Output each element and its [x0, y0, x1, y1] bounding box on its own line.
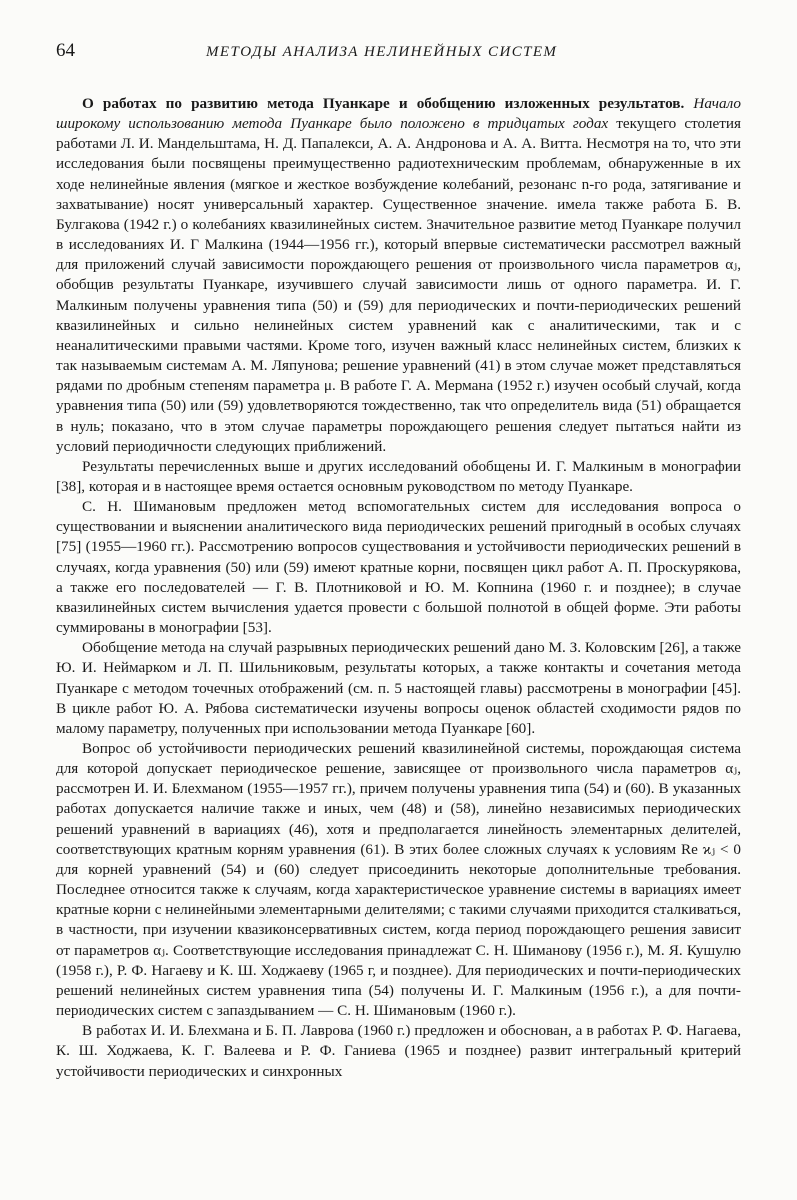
page-header: [56, 40, 741, 74]
paragraph: Вопрос об устойчивости периодических решений квазилинейной системы, порождающая система для которой допускает периодическое решение, зависящее от произвольного числа параметров αⱼ, рассмотрен И. И. Блехманом (1955—1957 гг.), причем получены уравнения типа (54) и (60). В указанных работах допускается наличие также и иных, чем (48) и (58), линейно независимых периодических решений уравнений в вариациях (46), хотя и предполагается линейность элементарных делителей, соответствующих кратным корням уравнения (61). В этих более сложных случаях к условиям Re ϰⱼ < 0 для корней уравнений (54) и (60) следует присоединить некоторые дополнительные требования. Последнее относится также к случаям, когда характеристическое уравнение системы в вариациях имеет кратные корни с нелинейными элементарными делителями; с такими случаями приходится сталкиваться, в частности, при изучении квазиконсервативных систем, когда период порождающего решения зависит от параметров αⱼ. Соответствующие исследования принадлежат С. Н. Шиманову (1956 г.), М. Я. Кушулю (1958 г.), Р. Ф. Нагаеву и К. Ш. Ходжаеву (1965 г, и позднее). Для периодических и почти-периодических решений нелинейных систем уравнения типа (54) получены И. Г. Малкиным (1956 г.), а для почти-периодических систем с запаздыванием — С. Н. Шимановым (1960 г.).: [56, 740, 741, 1020]
paragraph-text: текущего столетия работами Л. И. Мандельштама, Н. Д. Папалекси, А. А. Андронова и А. А. Витта. Несмотря на то, что эти исследования были посвящены преимущественно радиотехническим проблемам, обнаруженные в их ходе нелинейные явления (мягкое и жесткое возбуждение колебаний, резонанс n-го рода, затягивание и захватывание) носят универсальный характер. Существенное значение. имела также работа Б. В. Булгакова (1942 г.) о колебаниях квазилинейных систем. Значительное развитие метод Пуанкаре получил в исследованиях И. Г Малкина (1944—1956 гг.), который впервые систематически рассмотрел важный для приложений случай зависимости порождающего решения от произвольного числа параметров αⱼ, обобщив результаты Пуанкаре, изучившего случай зависимости лишь от одного параметра. И. Г. Малкиным получены уравнения типа (50) и (59) для периодических и почти-периодических решений квазилинейных и сильно нелинейных систем уравнений как с аналитическими, так и с неаналитическими правыми частями. Кроме того, изучен важный класс нелинейных систем, близких к так называемым системам А. М. Ляпунова; решение уравнений (41) в этом случае может представляться рядами по дробным степеням параметра μ. В работе Г. А. Мермана (1952 г.) изучен особый случай, когда уравнения типа (50) или (59) удовлетворяются тождественно, так что определитель вида (51) обращается в нуль; показано, что в этом случае параметры порождающего решения следует пытаться найти из условий периодичности следующих приближений.: [56, 115, 741, 455]
running-head: МЕТОДЫ АНАЛИЗА НЕЛИНЕЙНЫХ СИСТЕМ: [206, 44, 558, 60]
paragraph: Обобщение метода на случай разрывных периодических решений дано М. З. Коловским [26], а также Ю. И. Неймарком и Л. П. Шильниковым, результаты которых, а также контакты и сочетания метода Пуанкаре с методом точечных отображений (см. п. 5 настоящей главы) рассмотрены в монографии [45]. В цикле работ Ю. А. Рябова систематически изучены вопросы оценок областей сходимости рядов по малому параметру, полученных при использовании метода Пуанкаре [60].: [56, 639, 741, 737]
section-heading: О работах по развитию метода Пуанкаре и обобщению изложенных результатов.: [82, 95, 685, 112]
lead-italic: Начало широкому использованию метода Пуанкаре было положено в тридцатых годах: [56, 95, 741, 133]
paragraph: С. Н. Шимановым предложен метод вспомогательных систем для исследования вопроса о существовании и выяснении аналитического вида периодических решений пригодный в особых случаях [75] (1955—1960 гг.). Рассмотрению вопросов существования и устойчивости периодических решений в случаях, когда уравнения (50) или (59) имеют кратные корни, посвящен цикл работ А. П. Проскурякова, а также его последователей — Г. В. Плотниковой и Ю. М. Копнина (1960 г. и позднее); в случае квазилинейных систем вычисления удается провести с большой полнотой в общей форме. Эти работы суммированы в монографии [53].: [56, 498, 741, 637]
paragraph: Результаты перечисленных выше и других исследований обобщены И. Г. Малкиным в монографии [38], которая и в настоящее время остается основным руководством по методу Пуанкаре.: [56, 457, 741, 495]
paragraph: [56, 94, 741, 457]
paragraph: В работах И. И. Блехмана и Б. П. Лаврова (1960 г.) предложен и обоснован, а в работах Р. Ф. Нагаева, К. Ш. Ходжаева, К. Г. Валеева и Р. Ф. Ганиева (1965 и позднее) развит интегральный критерий устойчивости периодических и синхронных: [56, 1022, 741, 1080]
body-text: [56, 94, 741, 1082]
page-number: 64: [56, 40, 75, 61]
